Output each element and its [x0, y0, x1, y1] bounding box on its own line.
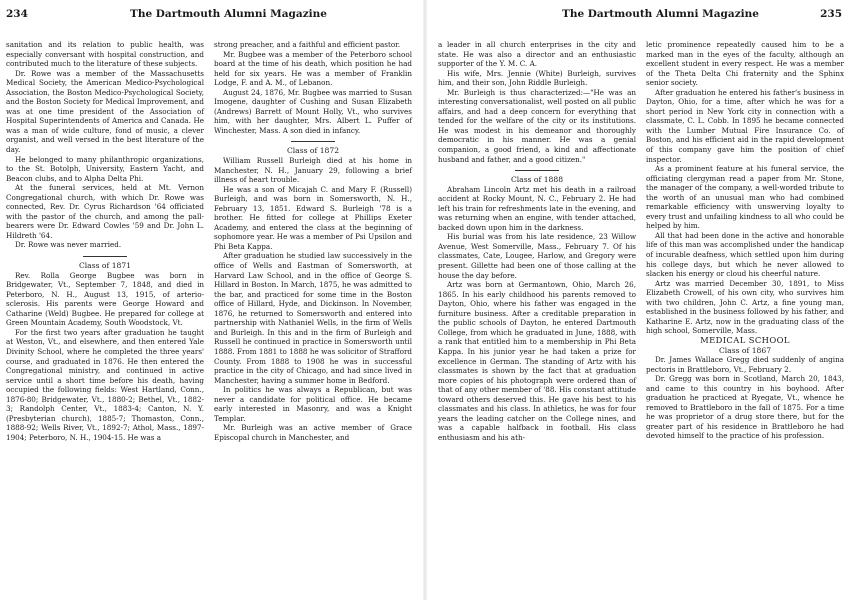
running-title: The Dartmouth Alumni Magazine — [562, 8, 759, 20]
paragraph: Mr. Burleigh is thus characterized:—"He was an interesting conversationalist, well posted on all public affairs, and had a deep concern for everything that tended for the welfare of the city or its institutions. He was modest in his demeanor and thoroughly democratic in his manner. He was a genial companion, a good friend, a kind and affectionate husband and father, and a good citizen." — [438, 87, 636, 164]
paragraph: Dr. Gregg was born in Scotland, March 20, 1843, and came to this country in his boyhood. After graduation he practiced at Ryegate, Vt., whence he removed to Brattleboro in the fall of 1875. For a time he was proprietor of a drug store there, but for the greater part of his residence in Brattleboro he had devoted himself to the practice of his profession. — [646, 374, 844, 441]
paragraph: For the first two years after graduation he taught at Weston, Vt., and elsewhere, and then entered Yale Divinity School, where he completed the three years' course, and graduated in 1876. He then entered the Congregational ministry, and continued in active service until a short time before his death, having occupied the following fields: West Hartland, Conn., 1876-80; Bridgewater, Vt., 1880-2; Bethel, Vt., 1882-3; Randolph Center, Vt., 1883-4; Canton, N. Y. (Presbyterian church), 1885-7; Thomaston, Conn., 1888-92; Wells River, Vt., 1892-7; Athol, Mass., 1897-1904; Peterboro, N. H., 1904-15. He was a — [6, 327, 204, 442]
class-heading: Class of 1867 — [718, 345, 772, 355]
paragraph: Dr. James Wallace Gregg died suddenly of angina pectoris in Brattleboro, Vt., February 2. — [646, 355, 844, 374]
running-title: The Dartmouth Alumni Magazine — [130, 8, 327, 20]
paragraph: Artz was born at Germantown, Ohio, March 26, 1865. In his early childhood his parents removed to Dayton, Ohio, where his father was engaged in the furniture business. After a creditable preparation in the public schools of Dayton, he entered Dartmouth College, from which he graduated in June, 1888, with a rank that entitled him to a membership in Phi Beta Kappa. In his junior year he had taken a prize for excellence in German. The standing of Artz with his classmates is shown by the fact that at graduation more copies of his photograph were ordered than of that of any other member of '88. His constant attitude toward others deserved this. He gave his best to his classmates and his class. In athletics, he was for four years the leading catcher on the College nines, and was a capable halfback in football. His class enthusiasm and his ath- — [438, 280, 636, 442]
paragraph: At the funeral services, held at Mt. Vernon Congregational church, with which Dr. Rowe was connected, Rev. Dr. Cyrus Richardson '64 officiated with the pastor of the church, and among the pall-bearers were Dr. Edward Cowles '59 and Dr. John L. Hildreth '64. — [6, 183, 204, 240]
class-heading: Class of 1872 — [286, 146, 340, 156]
paragraph: Rev. Rolla George Bugbee was born in Bridgewater, Vt., September 7, 1848, and died in Peterboro, N. H., August 13, 1915, of arterio-sclerosis. His parents were George Howard and Catharine (Weld) Bugbee. He prepared for college at Green Mountain Academy, South Woodstock, Vt. — [6, 270, 204, 328]
divider — [291, 141, 335, 142]
page-gutter — [423, 0, 427, 600]
paragraph: letic prominence repeatedly caused him to be a marked man in the eyes of the faculty, although an excellent student in every respect. He was a member of the Theta Delta Chi fraternity and the Sphinx senior society. — [646, 40, 844, 88]
paragraph: August 24, 1876, Mr. Bugbee was married to Susan Imogene, daughter of Cushing and Susan Elizabeth (Andrews) Barrett of Mount Holly, Vt., who survives him, with her daughter, Mrs. Albert L. Puffer of Winchester, Mass. A son died in infancy. — [214, 87, 412, 135]
paragraph: In politics he was always a Republican, but was never a candidate for political office. He became early interested in Masonry, and was a Knight Templar. — [214, 385, 412, 423]
paragraph: His wife, Mrs. Jennie (White) Burleigh, survives him, and their son, John Riddle Burleigh. — [438, 68, 636, 88]
class-heading: Class of 1871 — [78, 261, 132, 271]
left-column-2 — [214, 40, 412, 442]
paragraph: a leader in all church enterprises in the city and state. He was also a director and an enthusiastic supporter of the Y. M. C. A. — [438, 40, 636, 69]
paragraph: He was a son of Micajah C. and Mary F. (Russell) Burleigh, and was born in Somersworth, N. H., February 13, 1851. Edward S. Burleigh '78 is a brother. He fitted for college at Phillips Exeter Academy, and entered the class at the beginning of sophomore year. He was a member of Psi Upsilon and Phi Beta Kappa. — [214, 184, 412, 251]
paragraph: William Russell Burleigh died at his home in Manchester, N. H., January 29, following a brief illness of heart trouble. — [214, 156, 412, 185]
paragraph: Mr. Burleigh was an active member of Grace Episcopal church in Manchester, and — [214, 423, 412, 442]
paragraph: Artz was married December 30, 1891, to Miss Elizabeth Crowell, of his own city, who survives him with two children, John C. Artz, a fine young man, established in the business followed by his father, and Katharine E. Artz, now in the graduating class of the high school, Somerville, Mass. — [646, 278, 844, 336]
paragraph: Dr. Rowe was a member of the Massachusetts Medical Society, the American Medico-Psychological Association, the Boston Medico-Psychological Society, and the Boston Society for Medical Improvement, and was at one time president of the Association of Hospital Superintendents of America and Canada. He was a man of wide culture, fond of music, a clever organist, and well versed in the best literature of the day. — [6, 68, 204, 155]
right-column-2 — [646, 40, 844, 441]
left-page — [0, 0, 418, 600]
right-page — [432, 0, 850, 600]
paragraph: All that had been done in the active and honorable life of this man was accomplished under the handicap of incurable deafness, which settled upon him during his college days, but which he never allowed to slacken his energy or cloud his cheerful nature. — [646, 230, 844, 279]
right-page-header — [438, 8, 846, 22]
section-heading: MEDICAL SCHOOL — [700, 334, 790, 345]
divider — [515, 170, 559, 171]
left-column-1 — [6, 40, 204, 442]
page-number: 235 — [820, 8, 842, 20]
paragraph: After graduation he entered his father's business in Dayton, Ohio, for a time, after which he was for a short period in New York city in connection with a classmate, C. L. Cobb. In 1895 he became connected with the Lumber Mutual Fire Insurance Co. of Boston, and his efficient aid in the rapid development of this company gave him the position of chief inspector. — [646, 87, 844, 164]
class-heading: Class of 1888 — [510, 175, 564, 185]
divider — [83, 256, 127, 257]
paragraph: His burial was from his late residence, 23 Willow Avenue, West Somerville, Mass., February 7. Of his classmates, Cate, Lougee, Harlow, and Gregory were present. Gillette had been one of those calling at the house the day before. — [438, 232, 636, 280]
page-number: 234 — [6, 8, 28, 20]
paragraph: Dr. Rowe was never married. — [15, 240, 122, 250]
paragraph: As a prominent feature at his funeral service, the officiating clergyman read a paper from Mr. Stone, the manager of the company, a well-worded tribute to the worth of an unusual man who had combined remarkable efficiency with unswerving loyalty to every trust and unfailing kindness to all who could be helped by him. — [646, 164, 844, 231]
paragraph: strong preacher, and a faithful and efficient pastor. — [214, 40, 401, 49]
left-page-header — [6, 8, 414, 22]
paragraph: Mr. Bugbee was a member of the Peterboro school board at the time of his death, which position he had held for six years. He was a member of Franklin Lodge, F. and A. M., of Lebanon. — [214, 49, 412, 88]
paragraph: Abraham Lincoln Artz met his death in a railroad accident at Rocky Mount, N. C., February 2. He had left his train for refreshments late in the evening, and was returning when an engine, with tender attached, backed down upon him in the darkness. — [438, 184, 636, 232]
paragraph: He belonged to many philanthropic organizations, to the St. Botolph, University, Eastern Yacht, and Beacon clubs, and to Alpha Delta Phi. — [6, 154, 204, 183]
right-column-1 — [438, 40, 636, 442]
paragraph: After graduation he studied law successively in the office of Wells and Eastman of Somersworth, at Harvard Law School, and in the office of George S. Hillard in Boston. In March, 1875, he was admitted to the bar, and practiced for some time in the Boston office of Hillard, Hyde, and Dickinson. In November, 1876, he returned to Somersworth and entered into partnership with Nathaniel Wells, in the firm of Wells and Burleigh. In this and in the firm of Burleigh and Russell he continued in practice in Somersworth until 1888. From 1881 to 1888 he was solicitor of Strafford County. From 1888 to 1908 he was in successful practice in the city of Chicago, and had since lived in Manchester, having a summer home in Bedford. — [214, 251, 412, 385]
paragraph: sanitation and its relation to public health, was especially conversant with hospital construction, and contributed much to the literature of these subjects. — [6, 40, 204, 69]
